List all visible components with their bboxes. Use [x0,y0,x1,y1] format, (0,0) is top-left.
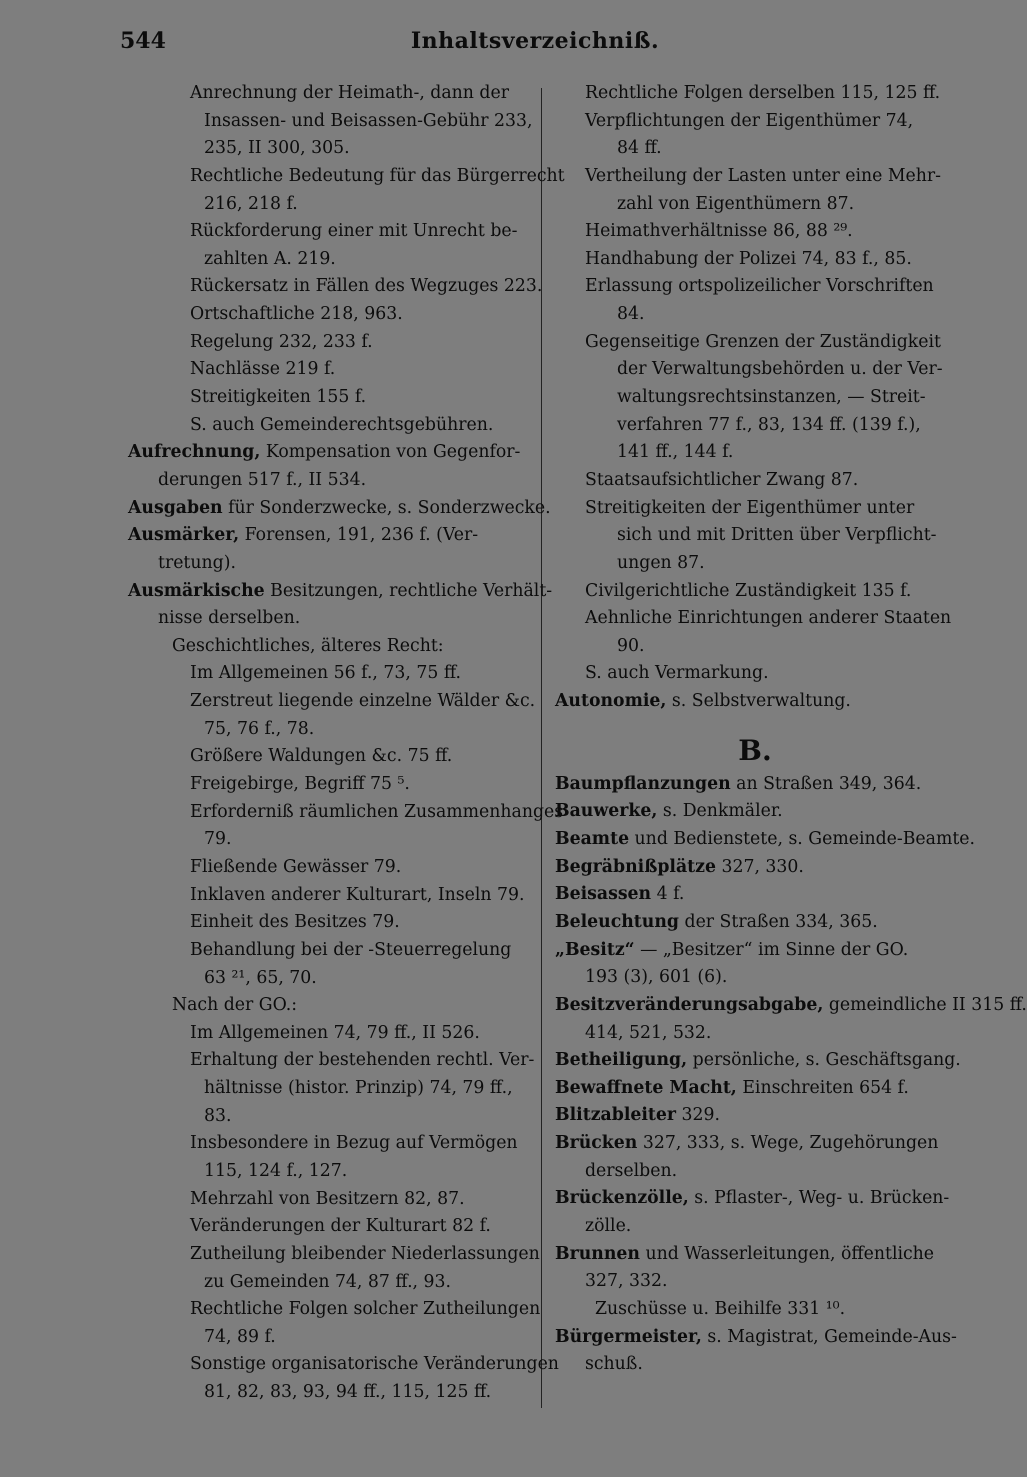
entry-text: Sonstige organisatorische Veränderungen [190,1354,559,1375]
entry-keyword: Ausmärkische [128,580,265,601]
entry-text: Freigebirge, Begriff 75 ⁵. [190,774,410,795]
index-line [555,163,955,191]
entry-text: 81, 82, 83, 93, 94 ff., 115, 125 ff. [204,1382,492,1403]
running-title: Inhaltsverzeichniß. [410,28,660,54]
entry-keyword: Beisassen [555,884,652,905]
page-header [120,28,950,62]
index-line [120,163,565,191]
entry-text: Inklaven anderer Kulturart, Inseln 79. [190,884,525,905]
entry-text: Gegenseitige Grenzen der Zuständigkeit [585,331,941,352]
entry-text: Ortschaftliche 218, 963. [190,304,403,325]
entry-text: — „Besitzer“ im Sinne der GO. [634,939,909,960]
index-line [120,1020,530,1048]
index-line [555,964,955,992]
index-line [120,412,530,440]
entry-text: Zuschüsse u. Beihilfe 331 ¹⁰. [595,1298,846,1319]
index-line [555,826,976,854]
entry-keyword: Betheiligung, [555,1050,688,1071]
entry-keyword: Beleuchtung [555,911,680,932]
index-line [120,909,530,937]
entry-keyword: Autonomie, [555,691,667,712]
index-line [555,1185,955,1213]
entry-text: Streitigkeiten 155 f. [190,387,367,408]
index-line [120,1047,535,1075]
index-line [120,246,530,274]
entry-text: zu Gemeinden 74, 87 ff., 93. [204,1271,452,1292]
index-line [555,1268,955,1296]
index-line [120,1351,559,1379]
index-line [555,688,955,716]
index-line [120,826,530,854]
entry-text: Regelung 232, 233 f. [190,331,373,352]
index-line [555,108,955,136]
index-line [120,1269,530,1297]
index-line [555,605,955,633]
entry-keyword: Brunnen [555,1243,640,1264]
index-line [555,246,955,274]
entry-text: s. Denkmäler. [657,801,783,822]
entry-text: zahlten A. 219. [204,248,336,269]
entry-text: verfahren 77 f., 83, 134 ff. (139 f.), [617,414,921,435]
entry-text: Einschreiten 654 f. [736,1077,909,1098]
entry-text: 329. [676,1105,721,1126]
entry-text: Einheit des Besitzes 79. [190,912,400,933]
entry-text: 83. [204,1105,232,1126]
index-line [555,1075,955,1103]
entry-keyword: Aufrechnung, [128,442,261,463]
entry-text: Besitzungen, rechtliche Verhält- [264,580,553,601]
index-line [555,881,955,909]
entry-text: sich und mit Dritten über Verpflicht- [617,525,937,546]
entry-text: Aehnliche Einrichtungen anderer Staaten [585,608,952,629]
index-line [120,273,543,301]
index-line [120,135,530,163]
index-line [120,384,530,412]
entry-text: Civilgerichtliche Zuständigkeit 135 f. [585,580,912,601]
index-line [120,1103,530,1131]
entry-text: Kompensation von Gegenfor- [260,442,521,463]
index-line [120,716,530,744]
entry-text: Zutheilung bleibender Niederlassungen [190,1243,540,1264]
index-line [555,1020,955,1048]
entry-text: 141 ff., 144 f. [617,442,734,463]
index-line [120,191,530,219]
entry-text: und Bedienstete, s. Gemeinde-Beamte. [629,829,976,850]
entry-text: an Straßen 349, 364. [730,773,922,794]
entry-text: Rückforderung einer mit Unrecht be- [190,221,518,242]
entry-text: derungen 517 f., II 534. [158,469,367,490]
index-line [555,1324,955,1352]
entry-text: 327, 332. [585,1271,668,1292]
entry-text: der Straßen 334, 365. [679,911,878,932]
index-line [120,1186,530,1214]
index-entries-b [555,771,1027,1379]
index-line [555,992,1027,1020]
entry-text: nisse derselben. [158,608,301,629]
entry-text: 90. [617,635,645,656]
index-line [120,1075,530,1103]
index-line [555,1102,955,1130]
index-line [120,1379,530,1407]
index-line [120,356,530,384]
entry-text: Rechtliche Folgen solcher Zutheilungen [190,1299,541,1320]
index-line [120,1296,541,1324]
index-line [555,301,955,329]
entry-text: 327, 333, s. Wege, Zugehörungen [637,1133,939,1154]
index-line [555,660,955,688]
entry-text: für Sonderzwecke, s. Sonderzwecke. [222,497,551,518]
index-line [120,1158,530,1186]
index-line [555,495,955,523]
index-entries-a [555,80,955,716]
entry-text: 235, II 300, 305. [204,138,350,159]
left-column [120,80,565,1407]
index-line [555,1241,955,1269]
entry-text: Vertheilung der Lasten unter eine Mehr- [585,165,941,186]
entry-text: 84. [617,304,645,325]
index-line [120,218,530,246]
entry-text: Nachlässe 219 f. [190,359,336,380]
entry-text: Veränderungen der Kulturart 82 f. [190,1216,491,1237]
entry-keyword: Baumpflanzungen [555,773,731,794]
entry-text: s. Magistrat, Gemeinde-Aus- [701,1326,957,1347]
entry-keyword: Begräbnißplätze [555,856,716,877]
index-line [555,633,955,661]
index-line [120,1241,540,1269]
index-line [120,992,530,1020]
index-line [555,467,955,495]
entry-text: schuß. [585,1354,643,1375]
entry-text: ungen 87. [617,552,705,573]
index-line [555,412,955,440]
index-line [120,771,530,799]
entry-text: 115, 124 f., 127. [204,1160,348,1181]
index-line [120,301,530,329]
entry-text: zölle. [585,1215,632,1236]
entry-text: persönliche, s. Geschäftsgang. [687,1050,961,1071]
index-line [555,1351,955,1379]
index-line [120,80,530,108]
index-line [555,439,955,467]
index-line [120,799,564,827]
index-line [120,467,530,495]
entry-text: zahl von Eigenthümern 87. [617,193,855,214]
entry-text: Geschichtliches, älteres Recht: [172,635,444,656]
index-line [120,605,530,633]
entry-text: waltungsrechtsinstanzen, — Streit- [617,387,926,408]
entry-keyword: Besitzveränderungsabgabe, [555,994,824,1015]
index-line [555,384,955,412]
entry-keyword: Ausgaben [128,497,223,518]
index-line [555,218,955,246]
entry-keyword: Brückenzölle, [555,1188,689,1209]
index-line [555,771,955,799]
entry-keyword: Ausmärker, [128,525,240,546]
right-column [555,80,1027,1379]
entry-text: Erforderniß räumlichen Zusammenhanges [190,801,564,822]
index-line [555,550,955,578]
index-line [120,522,530,550]
entry-text: Verpflichtungen der Eigenthümer 74, [585,110,914,131]
index-line [120,1213,530,1241]
entry-text: Insassen- und Beisassen-Gebühr 233, [204,110,533,131]
entry-keyword: „Besitz“ [555,939,635,960]
index-line [555,1296,955,1324]
index-line [555,798,955,826]
entry-text: Handhabung der Polizei 74, 83 f., 85. [585,248,912,269]
entry-text: Im Allgemeinen 56 f., 73, 75 ff. [190,663,462,684]
entry-text: gemeindliche II 315 ff. [823,994,1027,1015]
entry-text: Zerstreut liegende einzelne Wälder &c. [190,691,536,712]
entry-text: Behandlung bei der -Steuerregelung [190,939,512,960]
entry-text: der Verwaltungsbehörden u. der Ver- [617,359,943,380]
section-letter: B. [738,733,772,767]
index-line [555,522,955,550]
entry-text: und Wasserleitungen, öffentliche [639,1243,935,1264]
entry-keyword: Bewaffnete Macht, [555,1077,737,1098]
entry-text: hältnisse (histor. Prinzip) 74, 79 ff., [204,1078,513,1099]
entry-text: s. Selbstverwaltung. [666,691,851,712]
entry-text: Rechtliche Bedeutung für das Bürgerrecht [190,165,565,186]
entry-text: Rechtliche Folgen derselben 115, 125 ff. [585,83,941,103]
entry-text: Fließende Gewässer 79. [190,856,402,877]
index-line [120,578,553,606]
index-line [120,965,530,993]
index-line [120,108,533,136]
index-line [120,937,530,965]
index-line [555,1158,955,1186]
index-line [555,191,955,219]
entry-text: Im Allgemeinen 74, 79 ff., II 526. [190,1022,480,1043]
entry-text: 74, 89 f. [204,1326,276,1347]
entry-text: Erhaltung der bestehenden rechtl. Ver- [190,1050,535,1071]
entry-text: 84 ff. [617,138,662,159]
index-line [555,356,955,384]
entry-text: Rückersatz in Fällen des Wegzuges 223. [190,276,543,297]
entry-text: Staatsaufsichtlicher Zwang 87. [585,469,859,490]
index-line [120,1324,530,1352]
index-line [555,578,955,606]
entry-keyword: Bauwerke, [555,801,658,822]
index-line [555,1213,955,1241]
entry-keyword: Brücken [555,1133,638,1154]
index-line [120,550,530,578]
index-line [555,135,955,163]
entry-text: tretung). [158,552,236,573]
entry-text: Forensen, 191, 236 f. (Ver- [239,525,479,546]
index-line [555,937,955,965]
entry-text: 79. [204,829,232,850]
entry-text: 327, 330. [715,856,804,877]
entry-keyword: Blitzableiter [555,1105,677,1126]
entry-keyword: Beamte [555,829,630,850]
index-line [120,1130,530,1158]
entry-text: Streitigkeiten der Eigenthümer unter [585,497,915,518]
entry-text: 414, 521, 532. [585,1022,712,1043]
index-line [120,329,530,357]
entry-text: 75, 76 f., 78. [204,718,315,739]
index-line [555,1130,955,1158]
entry-text: S. auch Vermarkung. [585,663,769,684]
entry-text: 63 ²¹, 65, 70. [204,967,317,988]
entry-text: derselben. [585,1160,678,1181]
index-line [555,1047,961,1075]
entry-text: 193 (3), 601 (6). [585,967,728,988]
entry-text: Insbesondere in Bezug auf Vermögen [190,1133,518,1154]
entry-text: S. auch Gemeinderechtsgebühren. [190,414,494,435]
entry-text: Erlassung ortspolizeilicher Vorschriften [585,276,934,297]
entry-text: 216, 218 f. [204,193,298,214]
index-line [120,439,530,467]
index-line [120,633,530,661]
index-line [555,854,955,882]
entry-text: Größere Waldungen &c. 75 ff. [190,746,453,767]
entry-text: Heimathverhältnisse 86, 88 ²⁹. [585,221,853,242]
index-line [120,688,536,716]
index-line [555,909,955,937]
entry-text: Mehrzahl von Besitzern 82, 87. [190,1188,465,1209]
index-line [120,495,551,523]
entry-keyword: Bürgermeister, [555,1326,702,1347]
entry-text: 4 f. [651,884,685,905]
entry-text: s. Pflaster-, Weg- u. Brücken- [688,1188,950,1209]
index-line [555,273,955,301]
entry-text: Anrechnung der Heimath-, dann der [190,83,509,103]
entry-text: Nach der GO.: [172,995,298,1016]
index-line [120,882,530,910]
index-line [555,80,955,108]
index-line [120,660,530,688]
page-number: 544 [120,28,166,54]
index-line [120,743,530,771]
index-line [120,854,530,882]
index-line [555,329,955,357]
